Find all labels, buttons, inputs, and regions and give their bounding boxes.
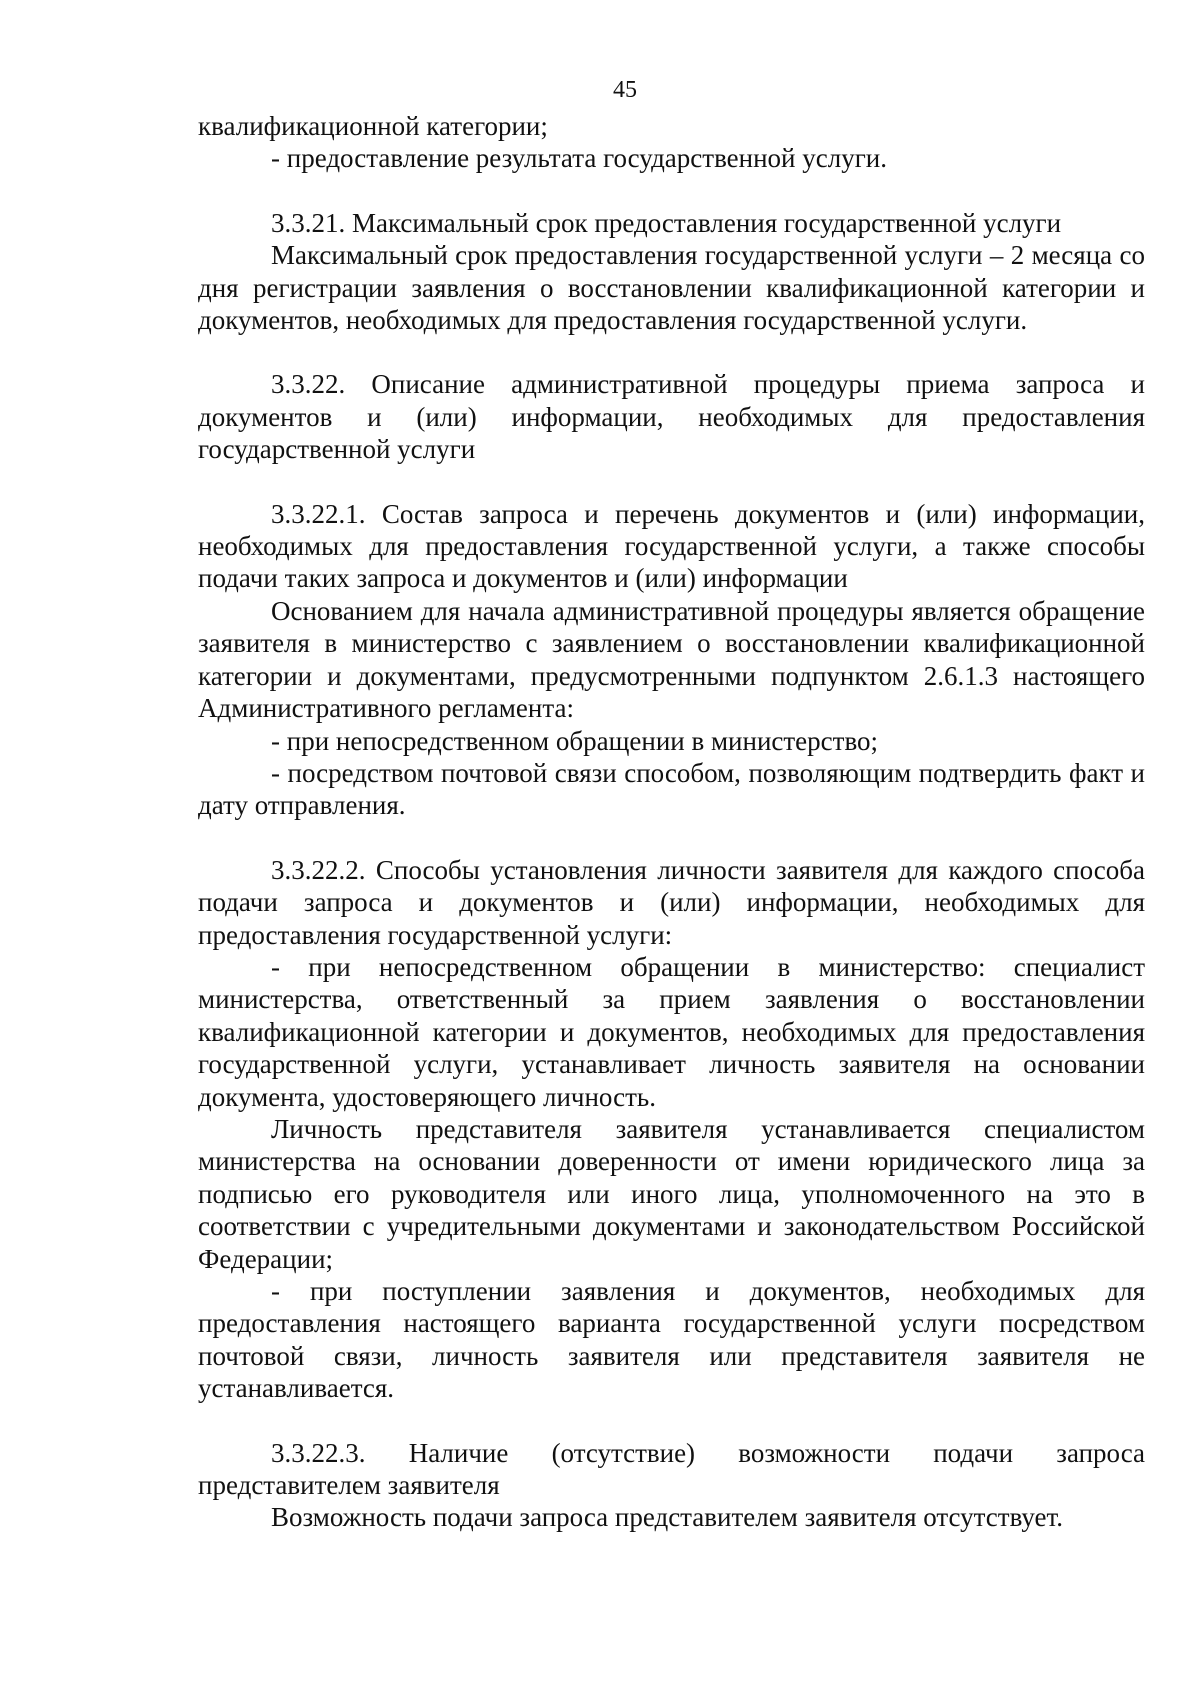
- paragraph: Максимальный срок предоставления государственной услуги – 2 месяца со дня регистрации заявления о восстановлении квалификационной категории и документов, необходимых для предоставления государственной услуги.: [198, 240, 1145, 336]
- page-number: 45: [613, 77, 637, 103]
- paragraph-gap: [198, 822, 1145, 854]
- subsection-heading: 3.3.22.3. Наличие (отсутствие) возможности подачи запроса представителем заявителя: [198, 1437, 1145, 1501]
- section-heading: 3.3.21. Максимальный срок предоставления государственной услуги: [271, 207, 1062, 238]
- paragraph-gap: [198, 1405, 1145, 1437]
- paragraph: Возможность подачи запроса представителем заявителя отсутствует.: [271, 1502, 1064, 1533]
- subsection-heading: 3.3.22.1. Состав запроса и перечень документов и (или) информации, необходимых для предоставления государственной услуги, а также способы подачи таких запроса и документов и (или) информации: [198, 498, 1145, 594]
- document-body: [198, 110, 1145, 1534]
- list-item: - при непосредственном обращении в министерство: специалист министерства, ответственный за прием заявления о восстановлении квалификационной категории и документов, необходимых для предоставления государственной услуги, устанавливает личность заявителя на основании документа, удостоверяющего личность.: [198, 951, 1145, 1112]
- list-item: - при непосредственном обращении в министерство;: [271, 725, 879, 756]
- paragraph: Основанием для начала административной процедуры является обращение заявителя в министерство с заявлением о восстановлении квалификационной категории и документами, предусмотренными подпунктом 2.6.1.3 настоящего Административного регламента:: [198, 595, 1145, 724]
- subsection-heading: 3.3.22.2. Способы установления личности заявителя для каждого способа подачи запроса и документов и (или) информации, необходимых для предоставления государственной услуги:: [198, 854, 1145, 950]
- paragraph-gap: [198, 336, 1145, 368]
- paragraph-gap: [198, 466, 1145, 498]
- list-item: - при поступлении заявления и документов, необходимых для предоставления настоящего варианта государственной услуги посредством почтовой связи, личность заявителя или представителя заявителя не устанавливается.: [198, 1276, 1145, 1404]
- list-item: - предоставление результата государственной услуги.: [271, 143, 887, 174]
- list-item: - посредством почтовой связи способом, позволяющим подтвердить факт и дату отправления.: [198, 757, 1145, 821]
- paragraph: Личность представителя заявителя устанавливается специалистом министерства на основании доверенности от имени юридического лица за подписью его руководителя или иного лица, уполномоченного на это в соответствии с учредительными документами и законодательством Российской Федерации;: [198, 1113, 1145, 1274]
- section-heading: 3.3.22. Описание административной процедуры приема запроса и документов и (или) информации, необходимых для предоставления государственной услуги: [198, 369, 1145, 465]
- paragraph: квалификационной категории;: [198, 111, 548, 141]
- paragraph-gap: [198, 175, 1145, 207]
